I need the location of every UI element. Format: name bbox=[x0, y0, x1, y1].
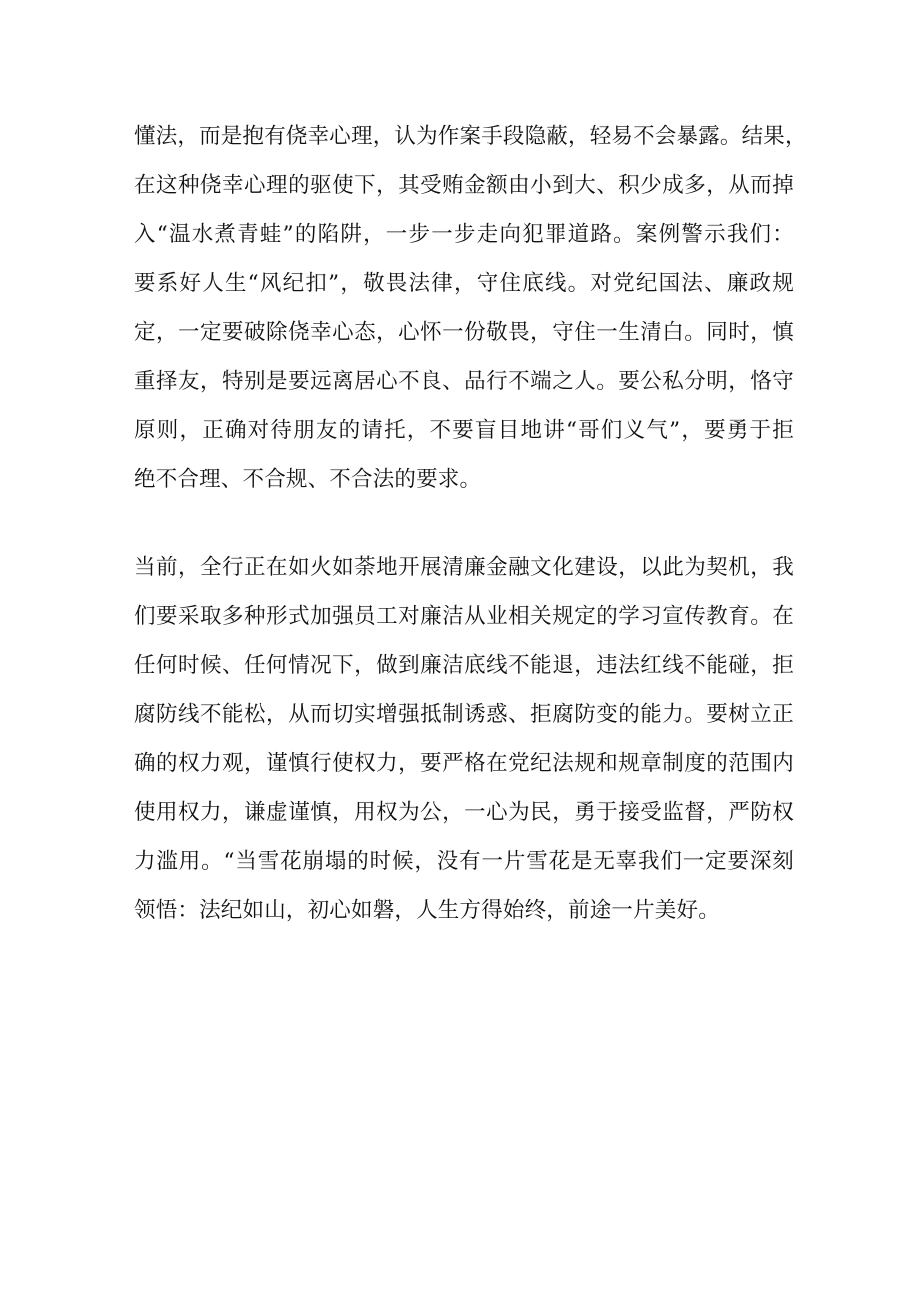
paragraph-line: 们要采取多种形式加强员工对廉洁从业相关规定的学习宣传教育。在 bbox=[134, 604, 794, 629]
paragraph-line: 入“温水煮青蛙”的陷阱，一步一步走向犯罪道路。案例警示我们： bbox=[134, 222, 794, 247]
paragraph-line: 任何时候、任何情况下，做到廉洁底线不能退，违法红线不能碰，拒 bbox=[134, 653, 794, 678]
paragraph-line: 当前，全行正在如火如荼地开展清廉金融文化建设，以此为契机，我 bbox=[134, 555, 794, 580]
paragraph-line: 确的权力观，谨慎行使权力，要严格在党纪法规和规章制度的范围内 bbox=[134, 751, 794, 776]
paragraph-line: 原则，正确对待朋友的请托，不要盲目地讲“哥们义气”，要勇于拒 bbox=[134, 418, 794, 443]
paragraph-line: 绝不合理、不合规、不合法的要求。 bbox=[134, 467, 482, 492]
paragraph-line: 力滥用。“当雪花崩塌的时候，没有一片雪花是无辜我们一定要深刻 bbox=[134, 849, 794, 874]
paragraph-2 bbox=[134, 543, 794, 935]
paragraph-line: 要系好人生“风纪扣”，敬畏法律，守住底线。对党纪国法、廉政规 bbox=[134, 271, 794, 296]
paragraph-line: 懂法，而是抱有侥幸心理，认为作案手段隐蔽，轻易不会暴露。结果， bbox=[134, 124, 807, 149]
paragraph-line: 腐防线不能松，从而切实增强抵制诱惑、拒腐防变的能力。要树立正 bbox=[134, 702, 794, 727]
paragraph-line: 定，一定要破除侥幸心态，心怀一份敬畏，守住一生清白。同时，慎 bbox=[134, 320, 794, 345]
paragraph-line: 重择友，特别是要远离居心不良、品行不端之人。要公私分明，恪守 bbox=[134, 369, 794, 394]
paragraph-1 bbox=[134, 112, 807, 504]
paragraph-line: 使用权力，谦虚谨慎，用权为公，一心为民，勇于接受监督，严防权 bbox=[134, 800, 794, 825]
paragraph-line: 在这种侥幸心理的驱使下，其受贿金额由小到大、积少成多，从而掉 bbox=[134, 173, 794, 198]
paragraph-line: 领悟：法纪如山，初心如磐，人生方得始终，前途一片美好。 bbox=[134, 898, 720, 923]
